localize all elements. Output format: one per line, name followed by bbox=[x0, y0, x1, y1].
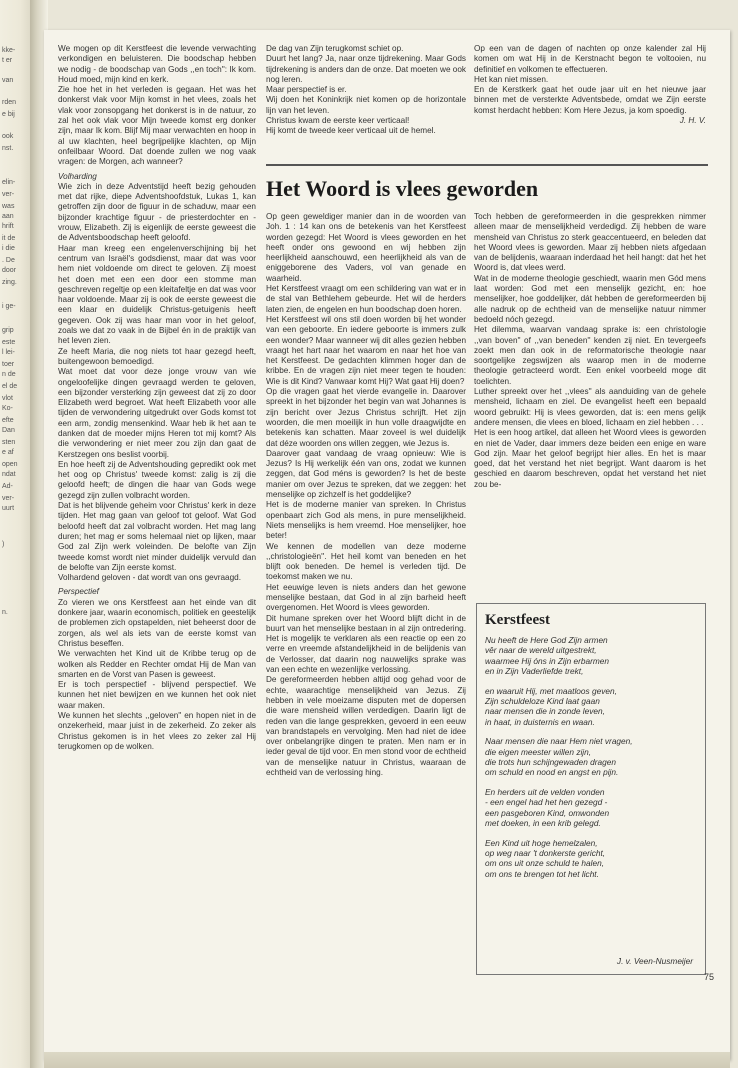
col1-paragraph: Er is toch perspectief - blijvend perspectief. We kunnen het niet bewijzen en we kunnen het ook niet waar maken. bbox=[58, 680, 256, 710]
author-signature: J. H. V. bbox=[679, 116, 706, 126]
poem-line: en waaruit Hij, met maatloos geven, bbox=[485, 685, 617, 696]
col1-paragraph: Wie zich in deze Adventstijd heeft bezig gehouden met dat rijke, diepe Adventshoofdstuk, Lukas 1, kan getroffen zijn door de figuur in de schaduw, maar een bijzonder krachtige figuur - de priesterdochter en -vrouw, Elizabeth. Zij is eigenlijk de eerste geweest die de Adventsboodschap heeft geloofd. bbox=[58, 181, 256, 243]
col2-paragraph: Wij doen het Koninkrijk niet komen op de horizontale lijn van het leven. bbox=[266, 95, 466, 115]
previous-page-edge bbox=[0, 0, 34, 1068]
previous-page-text-fragment: it de bbox=[2, 235, 16, 242]
previous-page-text-fragment: t er bbox=[2, 57, 13, 64]
col1-paragraph: En hoe heeft zij de Adventshouding gepredikt ook met het oog op Christus' tweede komst: zalig is zij die geloofd heeft; de dingen die haar van Gods wege gezegd zijn zullen volbracht worden. bbox=[58, 459, 256, 500]
article-paragraph: Het dilemma, waarvan vandaag sprake is: een christologie ,,van boven'' of ,,van beneden'' kenden zij niet. En tevergeefs zoekt men dan ook in de reformatorische theologie naar soortgelijke zegswijzen als waarop men in de moderne theologie getracteerd wordt. Een enkel voorbeeld moge dit toelichten. bbox=[474, 325, 706, 386]
col3-paragraph: Op een van de dagen of nachten op onze kalender zal Hij komen om wat Hij in de Kerstnacht begon te voltooien, nu definitief en volkomen te effectueren. bbox=[474, 44, 706, 74]
previous-page-text-fragment: was bbox=[2, 203, 15, 210]
previous-page-text-fragment: e af bbox=[2, 449, 14, 456]
previous-page-text-fragment: elin- bbox=[2, 179, 16, 186]
article-headline: Het Woord is vlees geworden bbox=[266, 176, 539, 201]
poem-stanza bbox=[485, 635, 697, 677]
poem-stanza bbox=[485, 736, 697, 778]
previous-page-text-fragment: open bbox=[2, 461, 18, 468]
poem-stanza bbox=[485, 787, 697, 829]
previous-page-text-fragment: i ge- bbox=[2, 303, 16, 310]
article-paragraph: Daarover gaat vandaag de vraag opnieuw: Wie is Jezus? Is Hij werkelijk één van ons, zodat we kunnen zeggen, dat God méns is geworden? Is het de beste manier om over Jezus te spreken, dat we zeggen: het menselijke op zichzelf is het goddelijke? bbox=[266, 448, 466, 500]
article-paragraph: Het is een hoog artikel, dat alleen het Woord vlees is geworden en niet de Vader, daar immers deze beiden een enige en ware God zijn. Maar het geloof begrijpt hier alles. En het is maar goed, dat het verstand het niet begrijpt. Want daarom is het geschied en daarom beschreven, opdat het verstand het niet zou be- bbox=[474, 428, 706, 489]
col3-paragraph: Het kan niet missen. bbox=[474, 74, 549, 84]
col1-paragraph: We mogen op dit Kerstfeest die levende verwachting verkondigen en beluisteren. Die boodschap hebben we nodig - de boodschap van Gods ,,en toch'': Ik kom. Houd moed, mijn kind en kerk. bbox=[58, 44, 256, 84]
poem-line: en in Zijn Vaderliefde trekt, bbox=[485, 666, 584, 677]
poem-line: Een Kind uit hoge hemelzalen, bbox=[485, 837, 598, 848]
article-paragraph: Het eeuwige leven is niets anders dan het gewone menselijke bestaan, dat God in al zijn barheid heeft overgenomen. Het Woord is vlees geworden. bbox=[266, 582, 466, 613]
previous-page-text-fragment: van bbox=[2, 77, 14, 84]
col1-paragraph: Haar man kreeg een engelenverschijning bij het centrum van Israël's godsdienst, maar dat was voor hem niet voldoende om direct te geloven. Zij moest het doen met een een door een stomme man geschreven regeltje op een kleitafeltje en dat was voor haar voldoende. Maar zij is ook de eerste geweest die een klaar en duidelijk Christus-getuigenis heeft gegeven. Ook zij was haar man voor in het geloof, zoals we dat zo vaak in de Bijbel én in de praktijk van het leven zien. bbox=[58, 243, 256, 346]
previous-page-text-fragment: n. bbox=[2, 609, 8, 616]
col1-paragraph: We kunnen het slechts ,,geloven'' en hopen niet in de onzekerheid, maar juist in de zekerheid. Zo zeker als Christus gekomen is in het vlees zo zeker zal Hij terugkomen op de wolken. bbox=[58, 711, 256, 751]
previous-page-text-fragment: este bbox=[2, 339, 16, 346]
previous-page-text-fragment: Ad- bbox=[2, 483, 13, 490]
poem-line: En herders uit de velden vonden bbox=[485, 786, 605, 797]
poem-title: Kerstfeest bbox=[485, 612, 550, 628]
column-2-top bbox=[266, 44, 466, 162]
col1-paragraph: Zie hoe het in het verleden is gegaan. Het was het donkerst vlak voor Mijn komst in het vlees, zoals het vlak voor zonsopgang het donkerst is in de natuur, zo zal het ook vlak voor Mijn tweede komst erg donker zijn, maar Ik kom. Blijf Mij maar verwachten en hoop in al uw klachten, heel begrijpelijke klachten, op Mijn onfeilbaar Woord. Dat doende zullen we nog vaak vragen: de Morgen, ach wanneer? bbox=[58, 85, 256, 167]
previous-page-text-fragment: Ko- bbox=[2, 405, 13, 412]
poem-box bbox=[476, 603, 706, 975]
poem-line: Naar mensen die naar Hem niet vragen, bbox=[485, 736, 633, 747]
poem-line: Nu heeft de Here God Zijn armen bbox=[485, 635, 608, 645]
article-paragraph: Dit humane spreken over het Woord blijft dicht in de buurt van het menselijke bestaan in al zijn ontredering. Het is mogelijk te verklaren als een reactie op een zo verre en vreemde afstandelijkheid in de belijdenis van de Verlosser, dat daarin nog nauwelijks sprake was van een echte en wezenlijke verlossing. bbox=[266, 613, 466, 675]
poem-line: met doeken, in een krib gelegd. bbox=[485, 818, 601, 829]
column-3-top bbox=[474, 44, 706, 164]
col2-paragraph: Christus kwam de eerste keer verticaal! bbox=[266, 116, 410, 126]
col2-paragraph: Maar perspectief is er. bbox=[266, 85, 347, 95]
previous-page-text-fragment: . De bbox=[2, 257, 15, 264]
poem-line: Zijn schuldeloze Kind laat gaan bbox=[485, 696, 600, 707]
article-paragraph: De gereformeerden hebben altijd oog gehad voor de echte, waarachtige menselijkheid van Jezus. Zij hebben in vele moeizame disputen met de dopersen die ware mensheid willen verdedigen. Daarin ligt de reden van die lange gesprekken, gevoerd in een eeuw van brandstapels en vervolging. Men had niet de idee over onbelangrijke dingen te praten. Men nam er in ieder geval de tijd voor. En men stond voor de echtheid van de menselijke natuur in Christus, waaraan de echtheid van de verlossing hing. bbox=[266, 675, 466, 778]
article-paragraph: Op die vragen gaat het vierde evangelie in. Daarover spreekt in het bijzonder het begin van wat Johannes is zijn bericht over Jezus Christus schrijft. Het zijn woorden, die men moeilijk in hun volle draagwijdte en betekenis kan schatten. Maar zoveel is wel duidelijk dat déze woorden ons willen zeggen, wie Jezus is. bbox=[266, 387, 466, 448]
col1-paragraph: Wat moet dat voor deze jonge vrouw van wie ongeloofelijke dingen gevraagd werden te geloven, een bijzonder versterking zijn geweest dat zij zo door Elizabeth werd begroet. Wat heeft Elizabeth voor alle tijden de verwondering uitgedrukt over Gods komst tot een arm, zondig mensenkind. Waar heb ik het aan te danken dat de moeder mijns Heren tot mij komt? Als die verwondering er niet meer zou zijn dan gaat de Kerstzegen ons beslist voorbij. bbox=[58, 367, 256, 459]
previous-page-text-fragment: e bij bbox=[2, 111, 15, 118]
poem-stanza bbox=[485, 686, 697, 728]
previous-page-text-fragment: ndat bbox=[2, 471, 16, 478]
previous-page-text-fragment: i die bbox=[2, 245, 15, 252]
previous-page-text-fragment: l lei- bbox=[2, 349, 15, 356]
previous-page-text-fragment: ver- bbox=[2, 191, 15, 198]
poem-line: die trots hun schijngewaden dragen bbox=[485, 757, 616, 768]
col3-paragraph: En de Kerstkerk gaat het oude jaar uit en het nieuwe jaar binnen met de versterkte Adventsbede, omdat we Zijn eerste komst herdacht hebben: Kom Here Jezus, ja kom spoedig. bbox=[474, 85, 706, 115]
previous-page-text-fragment: nst. bbox=[2, 145, 14, 152]
poem-line: om ons uit onze schuld te halen, bbox=[485, 858, 604, 869]
previous-page-text-fragment: vlot bbox=[2, 395, 13, 402]
poem-author: J. v. Veen-Nusmeijer bbox=[616, 956, 693, 966]
previous-page-text-fragment: kke- bbox=[2, 47, 16, 54]
magazine-page bbox=[44, 30, 730, 1060]
subheading-volharding: Volharding bbox=[58, 171, 97, 181]
poem-line: een pasgeboren Kind, omwonden bbox=[485, 807, 610, 818]
previous-page-text-fragment: ) bbox=[2, 541, 5, 548]
poem-line: om ons te brengen tot het licht. bbox=[485, 868, 599, 879]
article-paragraph: Het Kerstfeest wil ons stil doen worden bij het wonder van een geboorte. En iedere geboorte is immers zulk een wonder? Maar wanneer wij dit alles gezien hebben vraagt het hart naar het waarom en naar het hoe van het Kerstfeest. De gedachten klimmen hoger dan de kribbe. En de vragen zijn niet meer tegen te houden: Wie is dit Kind? Vanwaar komt Hij? Wat gaat Hij doen? bbox=[266, 314, 466, 386]
previous-page-text-fragment: ver- bbox=[2, 495, 15, 502]
previous-page-text-fragment: sten bbox=[2, 439, 16, 446]
poem-line: - een engel had het hen gezegd - bbox=[485, 797, 608, 808]
poem-line: om schuld en nood en angst en pijn. bbox=[485, 767, 619, 778]
col2-paragraph: Duurt het lang? Ja, naar onze tijdrekening. Maar Gods tijdrekening is anders dan de onze. Dat moeten we ook nog leren. bbox=[266, 54, 466, 84]
column-1 bbox=[58, 44, 256, 974]
article-column-right bbox=[474, 212, 706, 592]
previous-page-text-fragment: toer bbox=[2, 361, 15, 368]
previous-page-text-fragment: Dan bbox=[2, 427, 15, 434]
article-paragraph: Op geen geweldiger manier dan in de woorden van Joh. 1 : 14 kan ons de betekenis van het Kerstfeest worden gezegd: Het Woord is vlees geworden en het heeft onder ons gewoond en wij hebben zijn heerlijkheid aanschouwd, een heerlijkheid als van de eniggeborene des Vaders, vol van genade en waarheid. bbox=[266, 212, 466, 283]
previous-page-text-fragment: aan bbox=[2, 213, 14, 220]
previous-page-text-fragment: zing. bbox=[2, 279, 17, 286]
poem-line: waarmee Hij óns in Zijn erbarmen bbox=[485, 655, 610, 666]
poem-line: die eigen meester willen zijn, bbox=[485, 746, 592, 757]
article-paragraph: Toch hebben de gereformeerden in die gesprekken nimmer alleen maar de menselijkheid verdedigd. Zij hebben de ware mensheid van Christus zo sterk geaccentueerd, en beleden dat het Woord vlees is geworden. Maar zij hebben niets afgedaan van de belijdenis, waaraan inderdaad het heil hangt: dat het het Woord is, dat vlees werd. bbox=[474, 212, 706, 273]
article-paragraph: Wat in de moderne theologie geschiedt, waarin men Gód mens laat worden: God met een menselijk gezicht, en: hoe menselijker, hoe goddelijker, dát hebben de gereformeerden bij alle nadruk op de echtheid van de menselijke natuur nimmer bedoeld nóch gezegd. bbox=[474, 273, 706, 324]
article-paragraph: Het is de moderne manier van spreken. In Christus openbaart zich God als mens, in pure menselijkheid. Niets menselijks is hem vreemd. Hoe menselijker, hoe beter! bbox=[266, 500, 466, 541]
col1-paragraph: We verwachten het Kind uit de Kribbe terug op de wolken als Redder en Rechter omdat Hij de Man van smarten en de Vorst van Pasen is geweest. bbox=[58, 649, 256, 679]
previous-page-text-fragment: grip bbox=[2, 327, 14, 334]
poem-line: op weg naar 't donkerste gericht, bbox=[485, 847, 606, 858]
col1-paragraph: Zo vieren we ons Kerstfeest aan het einde van dit donkere jaar, waarin economisch, politiek en geestelijk de problemen zich opstapelden, niet beheerst door de zorgen, als wel als iets van de eerste komst van Christus beseffen. bbox=[58, 597, 256, 648]
col1-paragraph: Dat is het blijvende geheim voor Christus' kerk in deze tijden. Het mag gaan van geloof tot geloof. Wat God beloofd heeft dat zal volbracht worden. Het mag lang duren; het mag er soms helemaal niet op lijken, maar God zal Zijn werk voleinden. De belofte van Zijn tweede komst wordt niet minder duidelijk vervuld dan de belofte van Zijn eerste komst. bbox=[58, 501, 256, 572]
previous-page-text-fragment: hrift bbox=[2, 223, 14, 230]
article-paragraph: Het Kerstfeest vraagt om een schildering van wat er in de stal van Bethlehem gebeurde. Het wil de herders laten zien, de engelen en hun boodschap doen horen. bbox=[266, 284, 466, 314]
col1-paragraph: Volhardend geloven - dat wordt van ons gevraagd. bbox=[58, 573, 241, 583]
col2-paragraph: Hij komt de tweede keer verticaal uit de hemel. bbox=[266, 126, 436, 136]
previous-page-text-fragment: uurt bbox=[2, 505, 15, 512]
previous-page-text-fragment: door bbox=[2, 267, 17, 274]
section-divider bbox=[266, 164, 708, 166]
page-number: 75 bbox=[703, 972, 714, 982]
poem-line: in haat, in duisternis en waan. bbox=[485, 716, 595, 727]
poem-line: naar mensen die in zonde leven, bbox=[485, 706, 605, 717]
article-column-left bbox=[266, 212, 466, 1002]
article-paragraph: Luther spreekt over het ,,vlees'' als aanduiding van de gehele mensheid, lichaam en ziel. De evangelist heeft een bepaald woord gebruikt: Hij is vlees geworden, dat is: een mens gelijk andere mensen, die vlees en bloed, lichaam en ziel hebben . . . bbox=[474, 387, 706, 427]
previous-page-text-fragment: el de bbox=[2, 383, 18, 390]
col2-paragraph: De dag van Zijn terugkomst schiet op. bbox=[266, 44, 404, 53]
previous-page-text-fragment: rden bbox=[2, 99, 17, 106]
previous-page-text-fragment: ook bbox=[2, 133, 14, 140]
page-bottom-edge bbox=[44, 1052, 730, 1068]
poem-stanza bbox=[485, 838, 697, 880]
col1-paragraph: Ze heeft Maria, die nog niets tot haar gezegd heeft, buitengewoon bemoedigd. bbox=[58, 346, 256, 366]
previous-page-text-fragment: n de bbox=[2, 371, 16, 378]
previous-page-text-fragment: efte bbox=[2, 417, 14, 424]
article-paragraph: We kennen de modellen van deze moderne ,,christologieën''. Het heil komt van beneden en het blijft ook beneden. De hemel is verleden tijd. De toekomst maken we nu. bbox=[266, 541, 466, 582]
poem-line: vêr naar de wereld uitgestrekt, bbox=[485, 645, 597, 656]
subheading-perspectief: Perspectief bbox=[58, 587, 99, 597]
